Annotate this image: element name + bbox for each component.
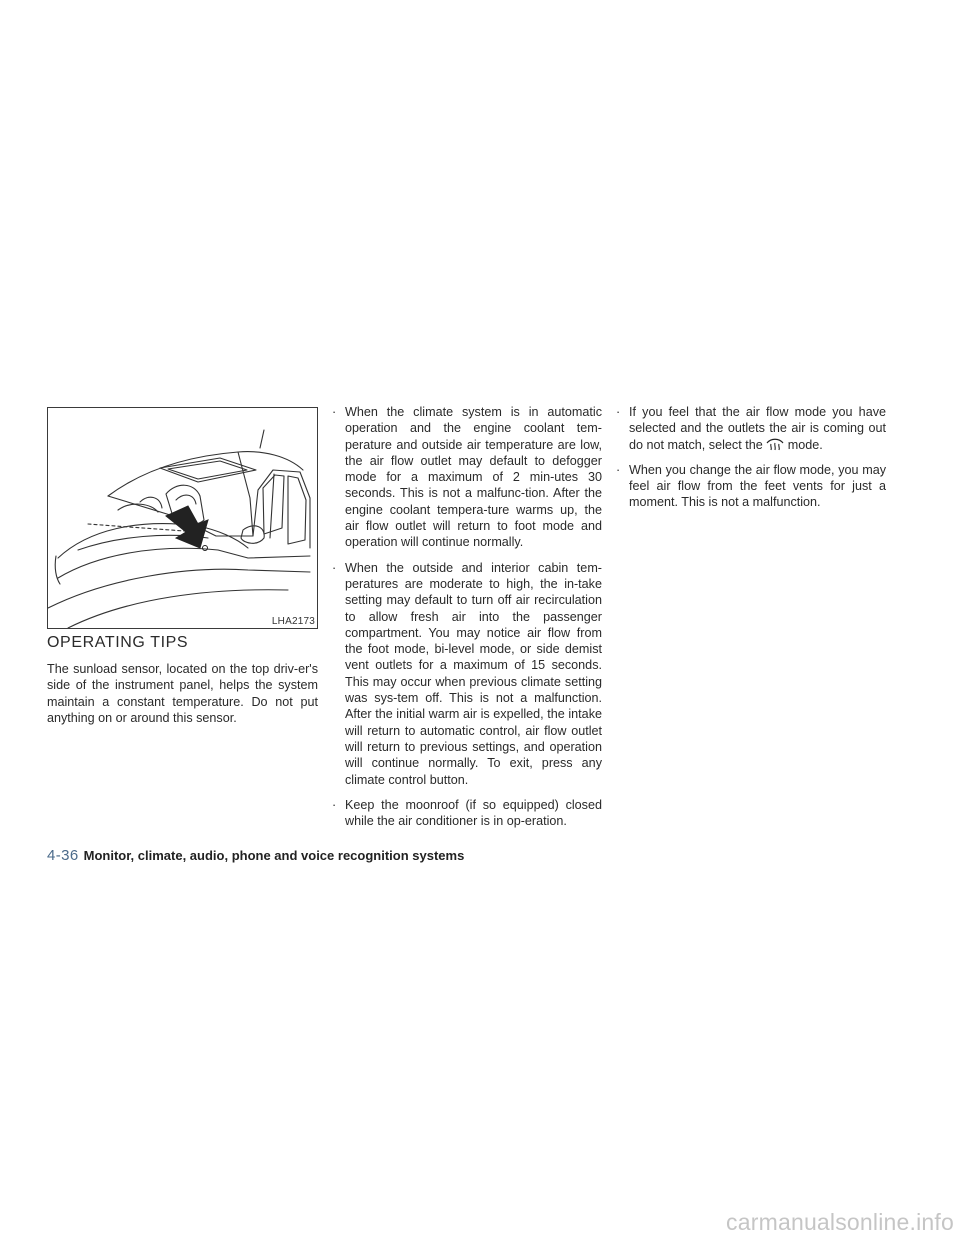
column-2 [330,404,602,838]
section-heading: OPERATING TIPS [47,634,189,651]
list-item-text: When the climate system is in automatic operation and the engine coolant tem-perature and outside air temperature are low, the air flow outlet may default to defogger mode for a maximum of 2 min-utes 30 seconds. This is not a malfunc-tion. After the engine coolant tempera-ture warms up, the air flow outlet will return to foot mode and operation will continue normally. [345,405,602,550]
list-item-text: If you feel that the air flow mode you have selected and the outlets the air is coming out do not match, select the [629,405,886,452]
figure-label: LHA2173 [271,616,315,627]
list-item-text: When the outside and interior cabin tem-peratures are moderate to high, the in-take setting may default to turn off air recirculation to allow fresh air into the passenger compartment. You may notice air flow from the foot mode, bi-level mode, or side demist vent outlets for a maximum of 15 seconds. This may occur when previous climate setting was sys-tem off. This is not a malfunction. After the initial warm air is expelled, the intake will return to automatic control, air flow outlet will return to previous settings, and operation will continue normally. To exit, press any climate control button. [345,560,602,787]
bullet-marker: · [616,462,621,477]
front-defroster-icon [766,437,784,451]
intro-paragraph: The sunload sensor, located on the top driv-er's side of the instrument panel, helps the system maintain a constant temperature. Do not put anything on or around this sensor. [47,662,318,725]
bullet-marker: · [332,405,337,419]
list-item [330,560,602,788]
list-item-text: When you change the air flow mode, you may feel air flow from the feet vents for just a moment. This is not a malfunction. [629,462,886,510]
bullet-marker: · [332,560,337,575]
watermark: carmanualsonline.info [726,1209,954,1235]
bullet-marker: · [616,405,621,419]
list-item [614,404,886,453]
bullet-marker: · [332,797,337,812]
sunload-sensor-marker [203,546,208,551]
list-item-text-end: mode. [787,437,823,452]
sensor-arrow [166,506,208,548]
list-item-text: Keep the moonroof (if so equipped) closed while the air conditioner is in op-eration. [345,797,602,829]
page-number: 4-36 [47,847,79,864]
list-item [614,462,886,511]
list-item [330,404,602,551]
column-3 [614,404,886,520]
footer-section-title: Monitor, climate, audio, phone and voice recognition systems [83,848,465,863]
sunload-sensor-illustration [47,407,318,629]
list-item [330,797,602,830]
page-footer [47,847,464,865]
car-dashboard-drawing [48,408,317,628]
